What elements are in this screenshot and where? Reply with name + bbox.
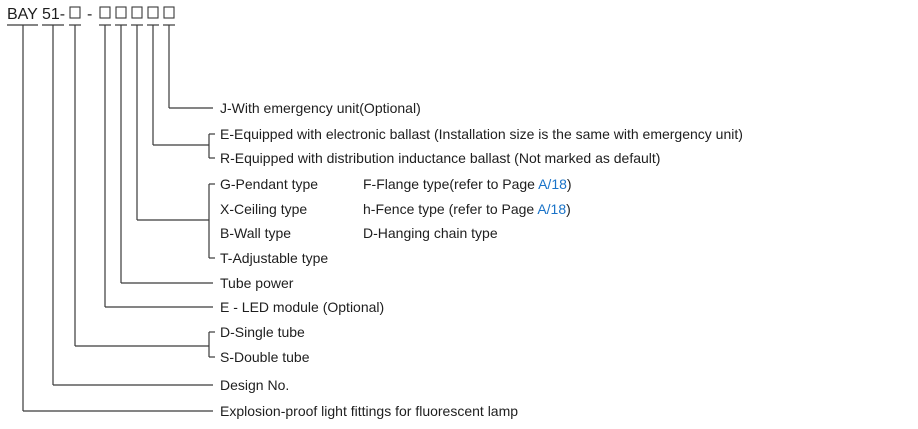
code-box-6 [164,7,174,18]
code-dash: - [87,6,93,23]
label-design-no: Design No. [220,377,290,393]
label-wall: B-Wall type [220,225,292,241]
page-ref-link[interactable]: A/18 [537,201,567,217]
code-prefix: BAY [7,6,38,23]
label-emergency: J-With emergency unit(Optional) [220,100,421,116]
label-electronic-ballast: E-Equipped with electronic ballast (Installation size is the same with emergency unit) [220,126,743,142]
label-tube-power: Tube power [220,275,294,291]
label-adjustable: T-Adjustable type [220,250,329,266]
code-box-5 [148,7,158,18]
code-box-2 [100,7,110,18]
label-flange [363,176,572,192]
code-box-3 [116,7,126,18]
label-flange-text: F-Flange type(refer to Page [363,176,539,192]
label-ceiling: X-Ceiling type [220,201,308,217]
code-box-4 [132,7,142,18]
close-paren: ) [566,201,571,217]
label-led-module: E - LED module (Optional) [220,299,385,315]
page-ref-link[interactable]: A/18 [538,176,567,192]
label-pendant: G-Pendant type [220,176,319,192]
close-paren: ) [566,176,572,192]
label-fence [363,201,571,217]
label-fence-text: h-Fence type (refer to Page [363,201,538,217]
label-inductance-ballast: R-Equipped with distribution inductance ballast (Not marked as default) [220,150,661,166]
label-single-tube: D-Single tube [220,324,305,340]
label-hanging-chain: D-Hanging chain type [363,225,498,241]
label-double-tube: S-Double tube [220,349,310,365]
code-series: 51- [42,6,66,23]
code-box-1 [70,7,80,18]
label-description: Explosion-proof light fittings for fluorescent lamp [220,403,519,419]
